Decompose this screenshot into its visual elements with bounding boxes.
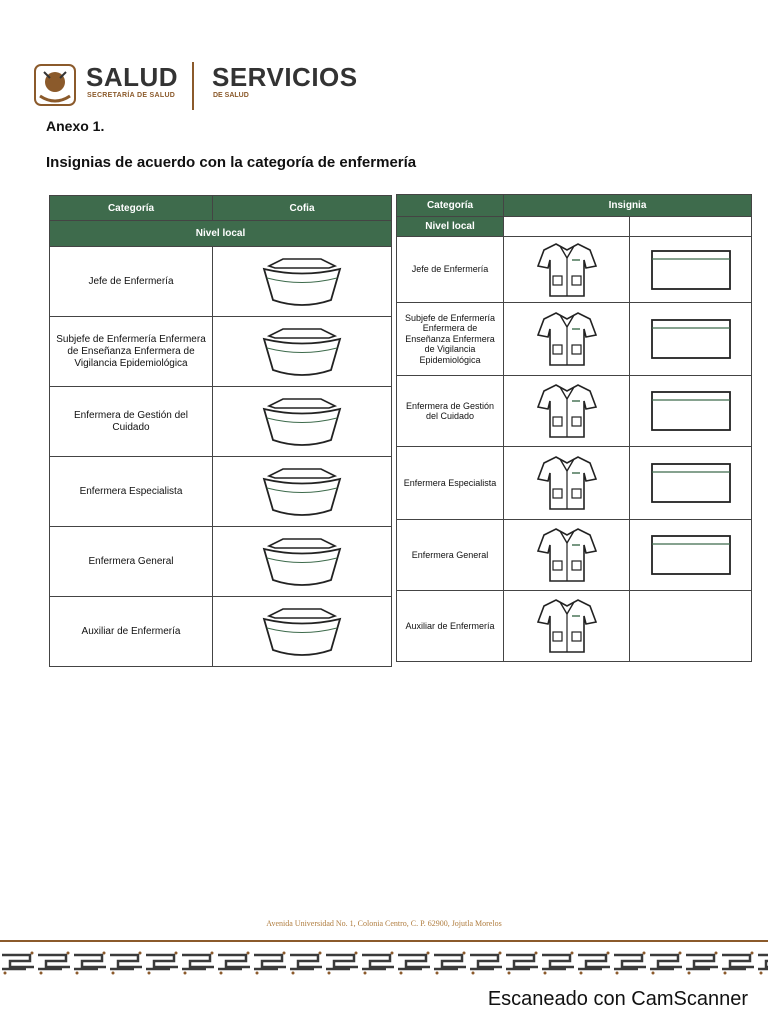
category-cell: Enfermera de Gestión del Cuidado bbox=[397, 376, 504, 447]
uniform-shirt-icon bbox=[536, 525, 598, 585]
cap-cell bbox=[213, 317, 392, 387]
uniform-shirt-icon bbox=[536, 309, 598, 369]
table-row bbox=[50, 387, 392, 457]
logo-de-salud: DE SALUD bbox=[213, 92, 249, 99]
table-row bbox=[50, 247, 392, 317]
badge-cell bbox=[630, 591, 752, 662]
col-header-category: Categoría bbox=[50, 196, 213, 221]
logo-divider bbox=[192, 62, 194, 110]
empty-cell bbox=[504, 217, 630, 237]
badge-cell bbox=[630, 303, 752, 376]
col-header-cap: Cofia bbox=[213, 196, 392, 221]
uniform-shirt-icon bbox=[536, 453, 598, 513]
footer-divider bbox=[0, 940, 768, 942]
uniform-cell bbox=[504, 376, 630, 447]
cap-cell bbox=[213, 527, 392, 597]
insignia-badge-icon bbox=[649, 316, 733, 362]
uniform-cell bbox=[504, 237, 630, 303]
nurse-cap-icon bbox=[259, 326, 345, 378]
decorative-border-band-icon bbox=[0, 947, 768, 977]
uniform-cell bbox=[504, 520, 630, 591]
level-header: Nivel local bbox=[397, 217, 504, 237]
cap-cell bbox=[213, 387, 392, 457]
insignia-badge-icon bbox=[649, 532, 733, 578]
uniform-cell bbox=[504, 447, 630, 520]
insignia-badge-icon bbox=[649, 247, 733, 293]
table-row bbox=[397, 591, 752, 662]
category-cell: Jefe de Enfermería bbox=[50, 247, 213, 317]
insignia-table bbox=[396, 194, 752, 662]
table-row bbox=[397, 520, 752, 591]
logo-servicios: SERVICIOS bbox=[212, 62, 358, 92]
category-cell: Enfermera Especialista bbox=[50, 457, 213, 527]
uniform-shirt-icon bbox=[536, 240, 598, 300]
badge-cell bbox=[630, 447, 752, 520]
scanner-watermark: Escaneado con CamScanner bbox=[487, 988, 748, 1010]
badge-cell bbox=[630, 520, 752, 591]
table-row bbox=[397, 376, 752, 447]
nurse-cap-icon bbox=[259, 536, 345, 588]
category-cell: Enfermera General bbox=[397, 520, 504, 591]
uniform-shirt-icon bbox=[536, 596, 598, 656]
table-row bbox=[50, 317, 392, 387]
category-cell: Subjefe de Enfermería Enfermera de Enseñanza Enfermera de Vigilancia Epidemiológica bbox=[50, 317, 213, 387]
level-header: Nivel local bbox=[50, 221, 392, 247]
category-cell: Enfermera Especialista bbox=[397, 447, 504, 520]
empty-cell bbox=[630, 217, 752, 237]
nurse-cap-icon bbox=[259, 606, 345, 658]
table-row bbox=[50, 527, 392, 597]
table-row bbox=[50, 597, 392, 667]
nurse-cap-icon bbox=[259, 466, 345, 518]
category-cell: Auxiliar de Enfermería bbox=[50, 597, 213, 667]
col-header-insignia: Insignia bbox=[504, 195, 752, 217]
category-cell: Enfermera de Gestión del Cuidado bbox=[50, 387, 213, 457]
table-row bbox=[397, 447, 752, 520]
mexico-emblem-icon bbox=[32, 62, 78, 108]
page-title: Insignias de acuerdo con la categoría de enfermería bbox=[46, 154, 417, 171]
uniform-shirt-icon bbox=[536, 381, 598, 441]
category-cell: Subjefe de Enfermería Enfermera de Enseñanza Enfermera de Vigilancia Epidemiológica bbox=[397, 303, 504, 376]
footer-address: Avenida Universidad No. 1, Colonia Centro, C. P. 62900, Jojutla Morelos bbox=[266, 919, 502, 928]
insignia-badge-icon bbox=[649, 460, 733, 506]
table-row bbox=[397, 303, 752, 376]
table-row bbox=[50, 457, 392, 527]
nurse-cap-icon bbox=[259, 256, 345, 308]
table-row bbox=[397, 237, 752, 303]
cap-cell bbox=[213, 247, 392, 317]
uniform-cell bbox=[504, 303, 630, 376]
col-header-category: Categoría bbox=[397, 195, 504, 217]
header-logo bbox=[32, 60, 358, 112]
annex-label: Anexo 1. bbox=[46, 118, 105, 134]
cap-cell bbox=[213, 597, 392, 667]
cap-table bbox=[49, 195, 392, 667]
insignia-badge-icon bbox=[649, 388, 733, 434]
logo-salud: SALUD bbox=[86, 62, 179, 92]
uniform-cell bbox=[504, 591, 630, 662]
category-cell: Auxiliar de Enfermería bbox=[397, 591, 504, 662]
category-cell: Enfermera General bbox=[50, 527, 213, 597]
category-cell: Jefe de Enfermería bbox=[397, 237, 504, 303]
nurse-cap-icon bbox=[259, 396, 345, 448]
badge-cell bbox=[630, 237, 752, 303]
cap-cell bbox=[213, 457, 392, 527]
logo-secretaria: SECRETARÍA DE SALUD bbox=[87, 92, 176, 99]
badge-cell bbox=[630, 376, 752, 447]
